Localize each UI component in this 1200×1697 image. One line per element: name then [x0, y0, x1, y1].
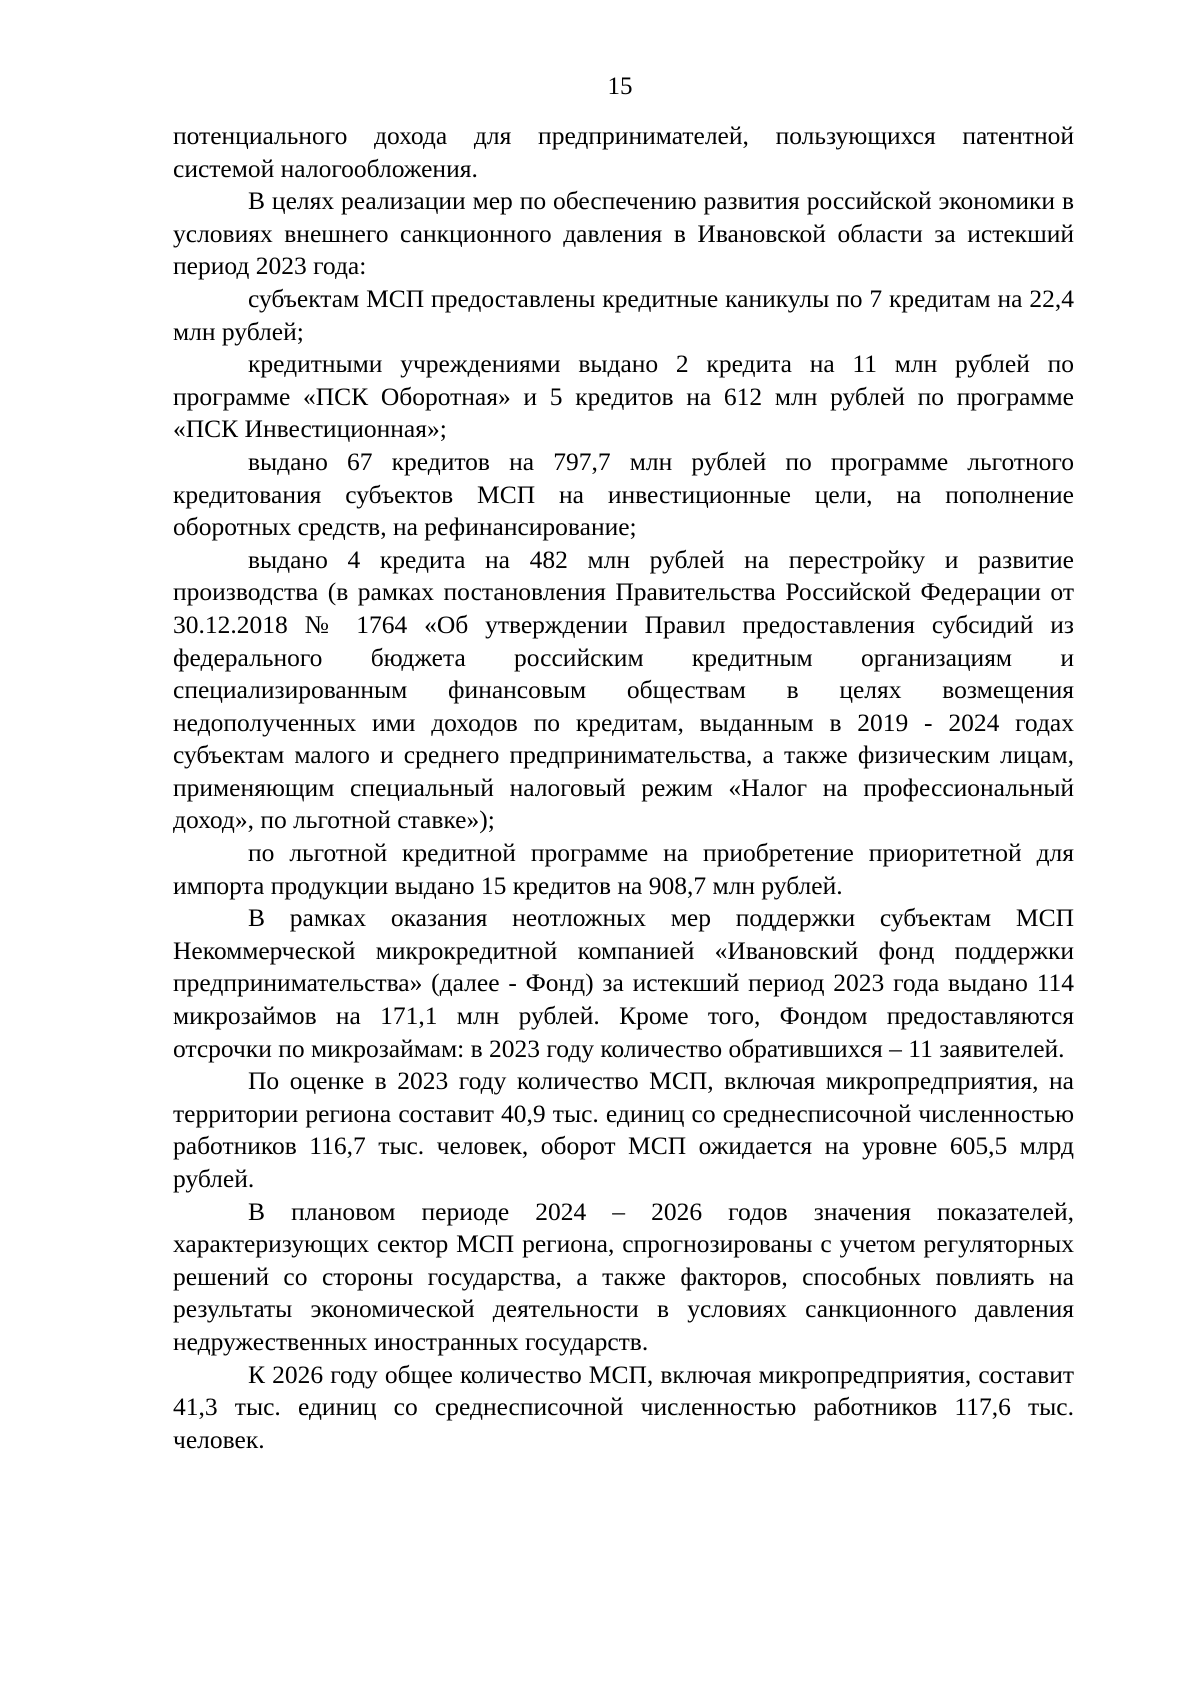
paragraph-forecast-2026: К 2026 году общее количество МСП, включая микропредприятия, составит 41,3 тыс. единиц со среднесписочной численностью работников 117,6 тыс. человек. [173, 1359, 1074, 1454]
page-number: 15 [607, 73, 633, 100]
paragraph-msp-estimate-2023: По оценке в 2023 году количество МСП, включая микропредприятия, на территории региона составит 40,9 тыс. единиц со среднесписочной численностью работников 116,7 тыс. человек, оборот МСП ожидается на уровне 605,5 млрд рублей. [173, 1066, 1074, 1193]
document-body [173, 120, 1074, 1456]
paragraph-psk-programs: кредитными учреждениями выдано 2 кредита на 11 млн рублей по программе «ПСК Оборотная» и 5 кредитов на 612 млн рублей по программе «ПСК Инвестиционная»; [173, 349, 1074, 444]
paragraph-preferential-lending: выдано 67 кредитов на 797,7 млн рублей по программе льготного кредитования субъектов МСП на инвестиционные цели, на пополнение оборотных средств, на рефинансирование; [173, 446, 1074, 542]
paragraph-credit-holidays: субъектам МСП предоставлены кредитные каникулы по 7 кредитам на 22,4 млн рублей; [173, 283, 1074, 346]
paragraph-planning-period: В плановом периоде 2024 – 2026 годов значения показателей, характеризующих сектор МСП региона, спрогнозированы с учетом регуляторных решений со стороны государства, а также факторов, способных повлиять на результаты экономической деятельности в условиях санкционного давления недружественных иностранных государств. [173, 1196, 1074, 1356]
paragraph-sanctions-measures-intro: В целях реализации мер по обеспечению развития российской экономики в условиях внешнего санкционного давления в Ивановской области за истекший период 2023 года: [173, 186, 1074, 281]
paragraph-continuation: потенциального дохода для предпринимателей, пользующихся патентной системой налогообложения. [173, 121, 1074, 183]
paragraph-microloans-fund: В рамках оказания неотложных мер поддержки субъектам МСП Некоммерческой микрокредитной компанией «Ивановский фонд поддержки предпринимательства» (далее - Фонд) за истекший период 2023 года выдано 114 микрозаймов на 171,1 млн рублей. Кроме того, Фондом предоставляются отсрочки по микрозаймам: в 2023 году количество обратившихся – 11 заявителей. [173, 903, 1074, 1063]
paragraph-restructuring-credits: выдано 4 кредита на 482 млн рублей на перестройку и развитие производства (в рамках постановления Правительства Российской Федерации от 30.12.2018 № 1764 «Об утверждении Правил предоставления субсидий из федерального бюджета российским кредитным организациям и специализированным финансовым обществам в целях возмещения недополученных ими доходов по кредитам, выданным в 2019 - 2024 годах субъектам малого и среднего предпринимательства, а также физическим лицам, применяющим специальный налоговый режим «Налог на профессиональный доход», по льготной ставке»); [173, 544, 1074, 835]
paragraph-import-priority-credits: по льготной кредитной программе на приобретение приоритетной для импорта продукции выдано 15 кредитов на 908,7 млн рублей. [173, 838, 1074, 900]
